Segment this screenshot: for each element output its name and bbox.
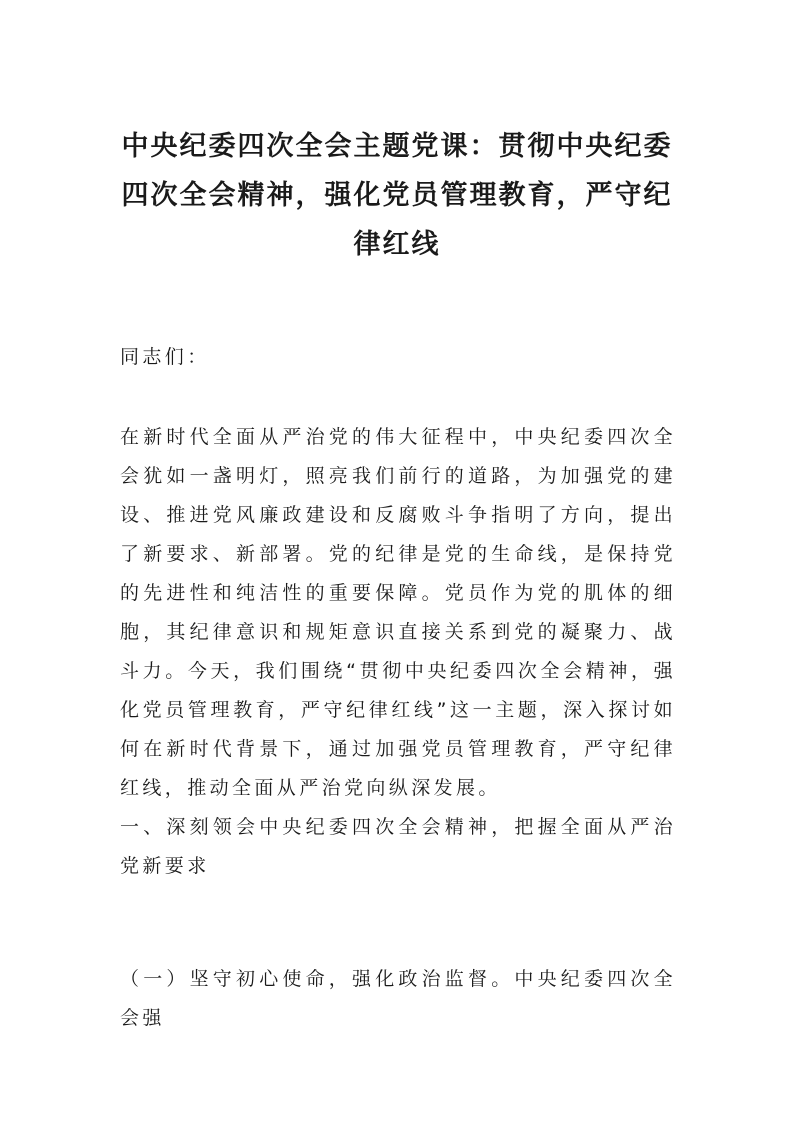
document-title: 中央纪委四次全会主题党课：贯彻中央纪委四次全会精神，强化党员管理教育，严守纪律红线 [121, 131, 673, 260]
subsection-paragraph: （一）坚守初心使命，强化政治监督。中央纪委四次全会强 [120, 968, 676, 1029]
body-paragraph: 在新时代全面从严治党的伟大征程中，中央纪委四次全会犹如一盏明灯，照亮我们前行的道路，为加强党的建设、推进党风廉政建设和反腐败斗争指明了方向，提出了新要求、新部署。党的纪律是党的生命线，是保持党的先进性和纯洁性的重要保障。党员作为党的肌体的细胞，其纪律意识和规矩意识直接关系到党的凝聚力、战斗力。今天，我们围绕“贯彻中央纪委四次全会精神，强化党员管理教育，严守纪律红线”这一主题，深入探讨如何在新时代背景下，通过加强党员管理教育，严守纪律红线，推动全面从严治党向纵深发展。 [120, 426, 676, 799]
greeting: 同志们： [120, 346, 210, 368]
section-heading: 一、深刻领会中央纪委四次全会精神，把握全面从严治党新要求 [120, 816, 676, 877]
